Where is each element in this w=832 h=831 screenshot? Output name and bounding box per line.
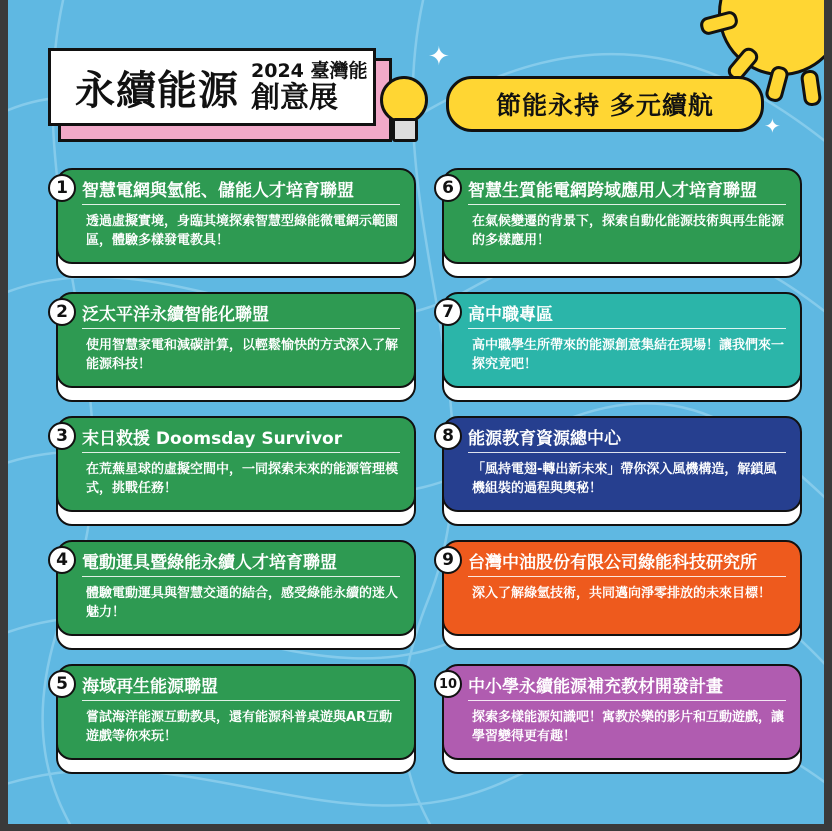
card-description: 「風持電翅-轉出新未來」帶你深入風機構造，解鎖風機組裝的過程與奧秘！ (472, 462, 777, 496)
card-description: 探索多樣能源知識吧！寓教於樂的影片和互動遊戲，讓學習變得更有趣！ (472, 710, 785, 744)
card-body (442, 540, 802, 636)
card-description: 在氣候變遷的背景下，探索自動化能源技術與再生能源的多樣應用！ (472, 214, 785, 248)
card-number: 6 (434, 174, 462, 202)
card-number: 9 (434, 546, 462, 574)
card-number: 3 (48, 422, 76, 450)
title-main: 永續能源 (75, 66, 239, 114)
card-title: 台灣中油股份有限公司綠能科技研究所 (468, 553, 757, 573)
card-body (442, 292, 802, 388)
card-title: 電動運具暨綠能永續人才培育聯盟 (82, 553, 337, 573)
card-7 (442, 292, 802, 400)
card-title: 智慧生質能電網跨域應用人才培育聯盟 (468, 181, 757, 201)
card-title: 中小學永續能源補充教材開發計畫 (468, 677, 723, 697)
card-divider (82, 576, 400, 577)
card-number: 4 (48, 546, 76, 574)
card-title: 末日救援 Doomsday Survivor (82, 429, 343, 449)
card-description: 高中職學生所帶來的能源創意集結在現場！讓我們來一探究竟吧！ (472, 338, 785, 372)
card-3 (56, 416, 416, 524)
card-divider (468, 452, 786, 453)
card-2 (56, 292, 416, 400)
card-5 (56, 664, 416, 772)
title-sub (251, 59, 368, 114)
card-title: 高中職專區 (468, 305, 553, 325)
card-number: 7 (434, 298, 462, 326)
title-year: 2024 臺灣能 (251, 59, 368, 82)
card-body (442, 168, 802, 264)
sparkle-icon: ✦ (764, 114, 781, 138)
card-body (56, 292, 416, 388)
card-title: 智慧電網與氫能、儲能人才培育聯盟 (82, 181, 354, 201)
card-body (56, 664, 416, 760)
card-number: 1 (48, 174, 76, 202)
sparkle-icon: ✦ (428, 42, 450, 72)
card-divider (82, 328, 400, 329)
card-title: 泛太平洋永續智能化聯盟 (82, 305, 269, 325)
card-description: 深入了解綠氫技術，共同邁向淨零排放的未來目標！ (472, 586, 772, 601)
card-divider (468, 328, 786, 329)
card-number: 10 (434, 670, 462, 698)
card-divider (82, 452, 400, 453)
light-bulb-icon (380, 76, 428, 124)
poster (8, 0, 824, 824)
card-title: 能源教育資源總中心 (468, 429, 621, 449)
card-divider (468, 204, 786, 205)
card-divider (82, 204, 400, 205)
card-divider (82, 700, 400, 701)
title-expo: 創意展 (251, 79, 339, 114)
card-body (438, 664, 802, 760)
card-title: 海域再生能源聯盟 (82, 677, 218, 697)
card-1 (56, 168, 416, 276)
slogan: 節能永持 多元續航 (446, 76, 764, 132)
card-4 (56, 540, 416, 648)
card-body (56, 168, 416, 264)
card-description: 嘗試海洋能源互動教具，還有能源科普桌遊與AR互動遊戲等你來玩！ (86, 710, 393, 744)
card-6 (442, 168, 802, 276)
card-body (56, 540, 416, 636)
card-9 (442, 540, 802, 648)
card-description: 使用智慧家電和減碳計算，以輕鬆愉快的方式深入了解能源科技！ (86, 338, 399, 372)
card-number: 2 (48, 298, 76, 326)
card-divider (468, 576, 786, 577)
light-bulb-base (392, 118, 418, 142)
title-box (48, 48, 376, 126)
card-description: 透過虛擬實境，身臨其境探索智慧型綠能微電網示範園區，體驗多樣發電教具！ (86, 214, 399, 248)
card-body (442, 416, 802, 512)
card-body (56, 416, 416, 512)
card-10 (438, 664, 802, 772)
card-divider (468, 700, 786, 701)
card-description: 在荒蕪星球的虛擬空間中，一同探索未來的能源管理模式，挑戰任務！ (86, 462, 399, 496)
card-description: 體驗電動運具與智慧交通的結合，感受綠能永續的迷人魅力！ (86, 586, 399, 620)
card-8 (442, 416, 802, 524)
card-number: 8 (434, 422, 462, 450)
card-number: 5 (48, 670, 76, 698)
